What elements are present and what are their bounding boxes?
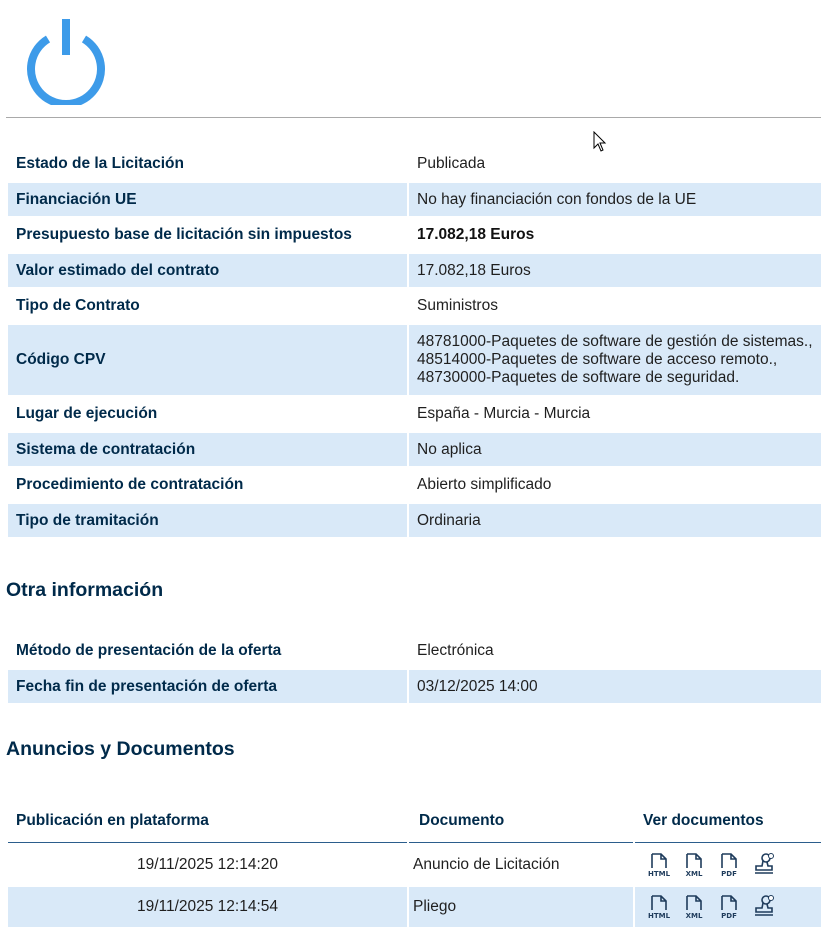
detail-label: Estado de la Licitación <box>16 155 184 172</box>
detail-value: Ordinaria <box>409 504 821 537</box>
pdf-file-icon-label: PDF <box>721 912 737 920</box>
detail-label: Valor estimado del contrato <box>8 254 407 287</box>
power-icon[interactable] <box>26 17 106 105</box>
publication-date: 19/11/2025 12:14:54 <box>8 887 407 927</box>
anuncios-heading: Anuncios y Documentos <box>6 738 235 760</box>
detail-value: Suministros <box>417 297 498 314</box>
detail-row <box>8 218 821 252</box>
detail-label: Presupuesto base de licitación sin impuestos <box>16 226 352 243</box>
detail-label: Método de presentación de la oferta <box>16 641 282 659</box>
column-header-publicacion: Publicación en plataforma <box>8 800 407 843</box>
detail-label: Sistema de contratación <box>8 433 407 466</box>
detail-row <box>8 254 821 287</box>
html-file-icon-label: HTML <box>647 870 671 878</box>
html-file-icon[interactable] <box>647 852 671 878</box>
detail-value: No hay financiación con fondos de la UE <box>409 183 821 216</box>
html-file-icon-label: HTML <box>647 912 671 920</box>
detail-row <box>8 633 821 668</box>
detail-value: Abierto simplificado <box>417 476 552 493</box>
detail-row <box>8 183 821 216</box>
table-row <box>8 845 821 885</box>
pdf-file-icon[interactable] <box>717 852 741 878</box>
signature-stamp-icon[interactable] <box>752 894 776 920</box>
detail-value: Electrónica <box>417 641 494 659</box>
xml-file-icon[interactable] <box>682 894 706 920</box>
detail-row <box>8 397 821 431</box>
column-header-ver-documentos: Ver documentos <box>635 800 821 843</box>
detail-label: Financiación UE <box>8 183 407 216</box>
otra-informacion-table <box>6 631 821 705</box>
detail-row <box>8 147 821 181</box>
column-header-documento: Documento <box>409 800 633 843</box>
document-link[interactable]: Anuncio de Licitación <box>413 856 560 873</box>
detail-row <box>8 468 821 502</box>
detail-value: 17.082,18 Euros <box>417 226 535 243</box>
detail-row <box>8 289 821 323</box>
detail-value: 03/12/2025 14:00 <box>409 670 821 703</box>
document-actions <box>635 845 821 885</box>
detail-row <box>8 433 821 466</box>
detail-row <box>8 670 821 703</box>
document-actions <box>635 887 821 927</box>
detail-label: Código CPV <box>8 325 407 395</box>
xml-file-icon[interactable] <box>682 852 706 878</box>
detail-value: Publicada <box>417 155 486 172</box>
otra-informacion-heading: Otra información <box>6 579 164 601</box>
document-link[interactable]: Pliego <box>409 887 633 927</box>
detail-value: 17.082,18 Euros <box>409 254 821 287</box>
detail-label: Procedimiento de contratación <box>16 476 244 493</box>
detail-label: Lugar de ejecución <box>16 405 158 422</box>
detail-value: No aplica <box>409 433 821 466</box>
header-divider <box>6 117 821 118</box>
detail-row <box>8 504 821 537</box>
detail-label: Tipo de Contrato <box>16 297 140 314</box>
pdf-file-icon-label: PDF <box>721 870 737 878</box>
detail-value: España - Murcia - Murcia <box>417 405 591 422</box>
pdf-file-icon[interactable] <box>717 894 741 920</box>
xml-file-icon-label: XML <box>685 870 703 878</box>
detail-row <box>8 325 821 395</box>
xml-file-icon-label: XML <box>685 912 703 920</box>
html-file-icon[interactable] <box>647 894 671 920</box>
documents-header-row <box>8 800 821 843</box>
signature-stamp-icon[interactable] <box>752 852 776 878</box>
detail-label: Fecha fin de presentación de oferta <box>8 670 407 703</box>
detail-label: Tipo de tramitación <box>8 504 407 537</box>
publication-date: 19/11/2025 12:14:20 <box>136 856 279 873</box>
documents-table <box>6 798 821 929</box>
detail-value: 48781000-Paquetes de software de gestión de sistemas., 48514000-Paquetes de software de acceso remoto., 48730000-Paquetes de software de seguridad. <box>409 325 821 395</box>
table-row <box>8 887 821 927</box>
details-table <box>6 145 821 539</box>
